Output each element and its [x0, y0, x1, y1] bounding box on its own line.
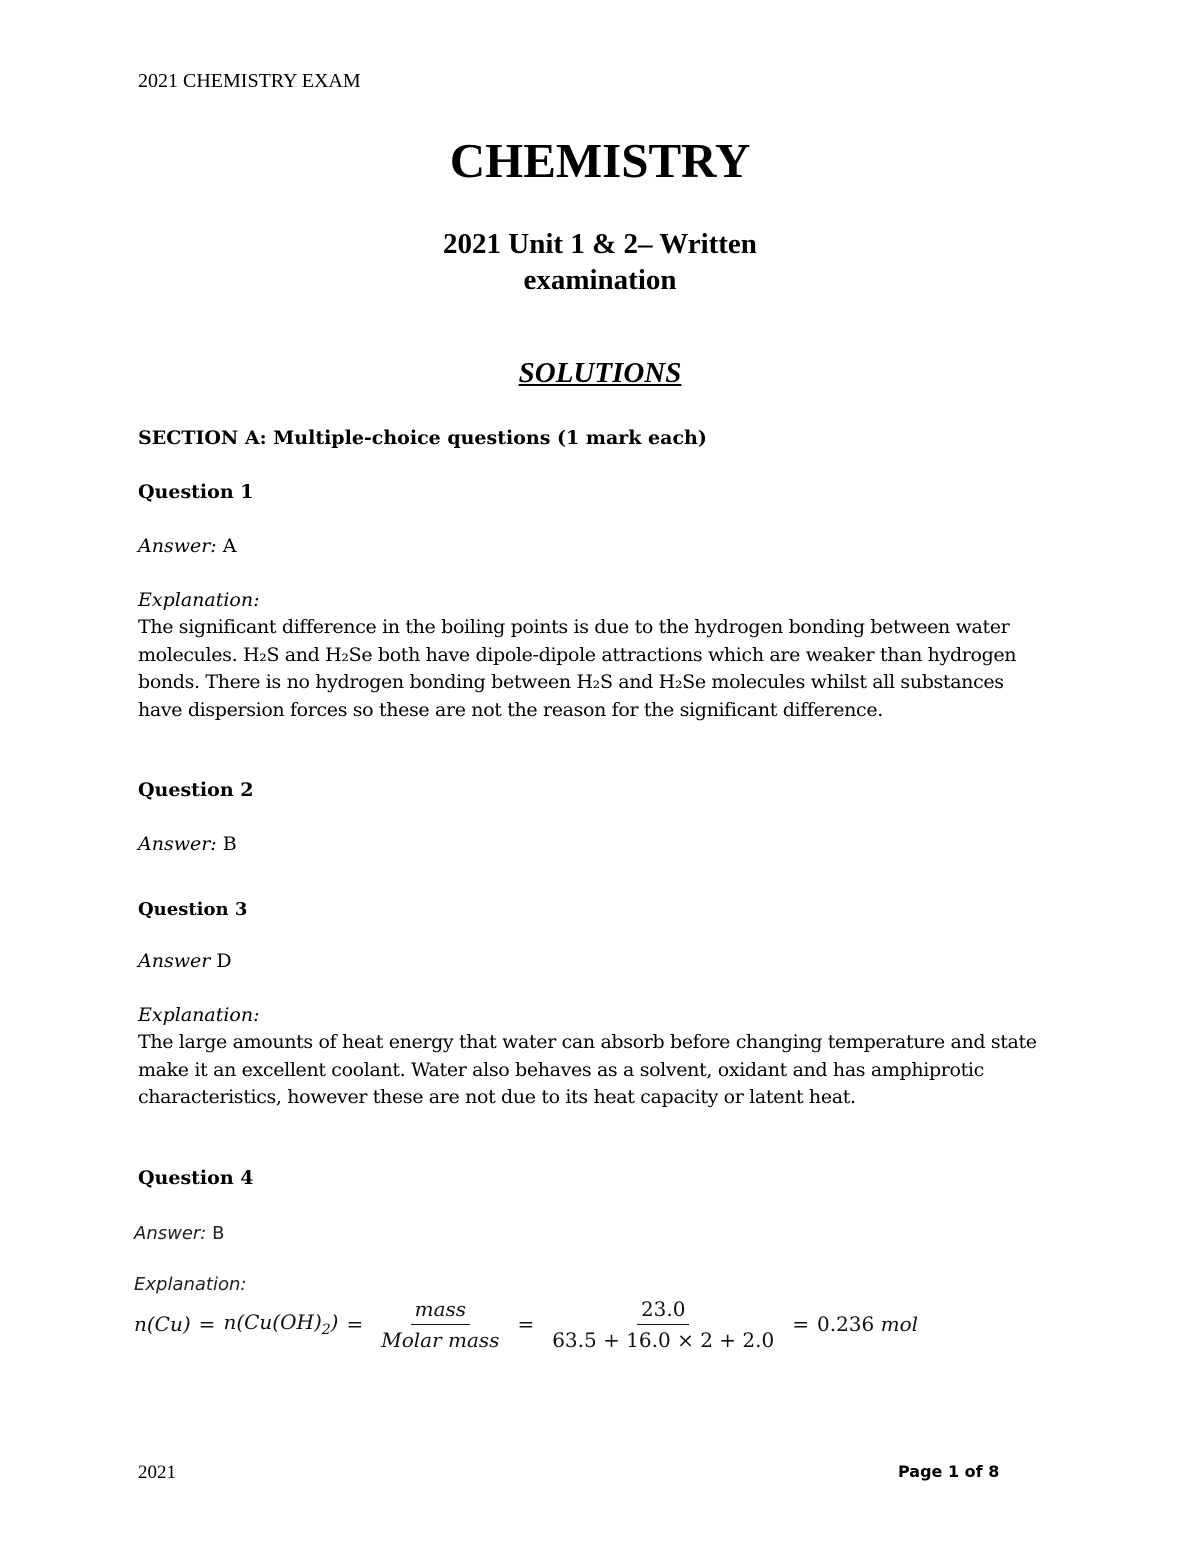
- question-1-explanation-label: Explanation:: [138, 589, 260, 611]
- answer-label: Answer:: [138, 535, 217, 557]
- question-3-answer: [138, 950, 232, 972]
- subtitle-line-1: 2021 Unit 1 & 2– Written: [443, 228, 757, 260]
- explanation-line: characteristics, however these are not due to its heat capacity or latent heat.: [138, 1086, 856, 1108]
- fraction-numerator: mass: [411, 1297, 470, 1325]
- equation-term: [223, 1310, 338, 1338]
- subtitle-line-2: examination: [523, 264, 677, 296]
- equals-sign: =: [346, 1312, 364, 1336]
- numeric-fraction: [548, 1297, 778, 1352]
- equation-term-text: n(Cu(OH): [223, 1310, 322, 1334]
- question-3-heading: Question 3: [138, 899, 248, 920]
- result-value: 0.236: [816, 1312, 875, 1336]
- explanation-label: Explanation:: [134, 1274, 247, 1295]
- result-unit: mol: [880, 1312, 919, 1336]
- question-1-heading: Question 1: [138, 481, 254, 503]
- question-4-explanation-label: [134, 1274, 246, 1295]
- question-1-explanation: [138, 614, 1038, 724]
- question-2-heading: Question 2: [138, 779, 254, 801]
- answer-value: A: [222, 535, 237, 557]
- equation-term: n(Cu): [134, 1312, 191, 1336]
- explanation-line: make it an excellent coolant. Water also behaves as a solvent, oxidant and has amphiprotic: [138, 1058, 984, 1081]
- moles-equation: [134, 1294, 918, 1354]
- mass-over-molar-mass-fraction: [377, 1297, 503, 1352]
- question-2-answer: [138, 833, 237, 855]
- answer-label: Answer: [138, 950, 211, 972]
- question-3-explanation-label: Explanation:: [138, 1004, 260, 1026]
- answer-value: D: [216, 950, 232, 972]
- question-3-explanation: [138, 1029, 1038, 1112]
- question-4-heading: Question 4: [138, 1167, 254, 1189]
- page-number: Page 1 of 8: [898, 1462, 1000, 1481]
- equals-sign: =: [792, 1312, 809, 1336]
- running-header: 2021 CHEMISTRY EXAM: [138, 70, 361, 92]
- answer-value: B: [222, 833, 237, 855]
- explanation-line: molecules. H₂S and H₂Se both have dipole-dipole attractions which are weaker than hydrogen: [138, 643, 1017, 666]
- answer-value: B: [212, 1223, 225, 1244]
- answer-label: Answer:: [134, 1223, 207, 1244]
- document-title: CHEMISTRY: [449, 133, 751, 188]
- explanation-line: The large amounts of heat energy that water can absorb before changing temperature and state: [138, 1031, 1037, 1053]
- footer-year: 2021: [138, 1462, 176, 1483]
- explanation-line: have dispersion forces so these are not the reason for the significant difference.: [138, 698, 883, 721]
- question-4-answer: [134, 1223, 224, 1244]
- fraction-numerator: 23.0: [637, 1297, 690, 1325]
- question-1-answer: [138, 535, 236, 557]
- fraction-denominator: 63.5 + 16.0 × 2 + 2.0: [552, 1327, 775, 1352]
- equals-sign: =: [517, 1312, 535, 1336]
- equals-sign: =: [198, 1312, 216, 1336]
- fraction-denominator: Molar mass: [381, 1327, 500, 1352]
- equation-term-close: ): [330, 1310, 339, 1334]
- equation-subscript: 2: [321, 1322, 331, 1338]
- solutions-heading: SOLUTIONS: [518, 357, 682, 389]
- explanation-line: bonds. There is no hydrogen bonding between H₂S and H₂Se molecules whilst all substances: [138, 671, 1004, 693]
- exam-subtitle: [0, 226, 1200, 298]
- explanation-line: The significant difference in the boiling points is due to the hydrogen bonding between water: [138, 616, 1010, 638]
- answer-label: Answer:: [138, 833, 217, 855]
- section-a-title: SECTION A: Multiple-choice questions (1 mark each): [138, 427, 707, 449]
